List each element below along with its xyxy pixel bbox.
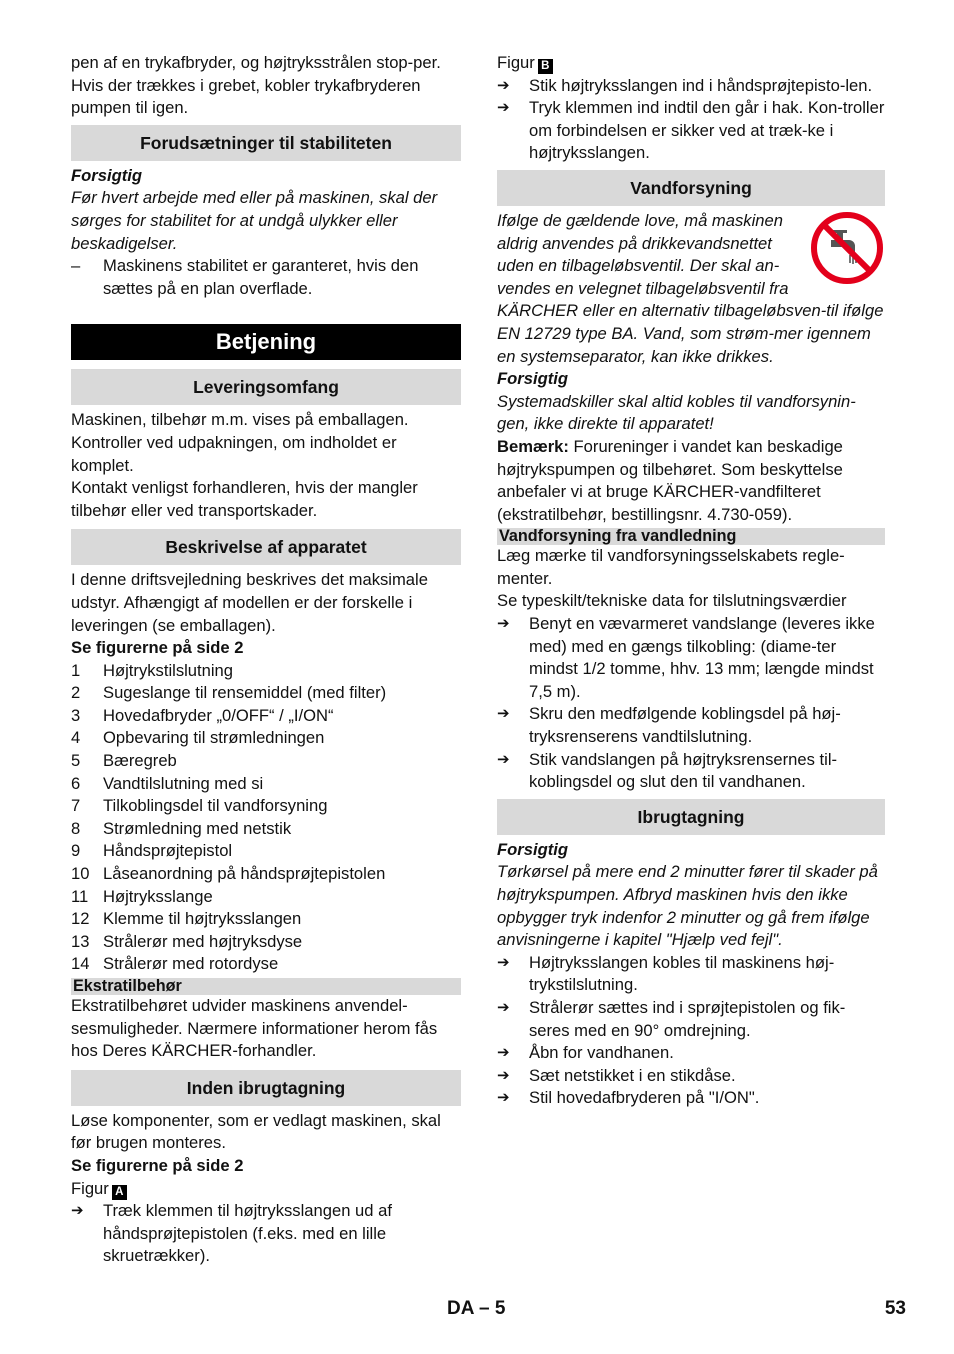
item-number: 9 (71, 841, 81, 861)
item-number: 7 (71, 796, 81, 816)
list-item (71, 727, 461, 750)
list-item (71, 705, 461, 728)
item-label: Sugeslange til rensemiddel (med filter) (103, 683, 387, 703)
see-figures-label: Se figurerne på side 2 (71, 1155, 244, 1175)
water-caution-text: Systemadskiller skal altid kobles til vandforsynin-gen, ikke direkte til apparatet! (497, 391, 856, 434)
arrow-icon: ➔ (497, 99, 510, 117)
list-item (71, 660, 461, 683)
list-item (71, 908, 461, 931)
water-note (497, 436, 885, 526)
scope-paragraph-1: Maskinen, tilbehør m.m. vises på emballagen. Kontroller ved udpakningen, om indholdet er komplet. (71, 410, 409, 475)
instruction-step (71, 1200, 461, 1268)
instruction-step-text: Stik vandslangen på højtryksrensernes til-koblingsdel og slut den til vandhanen. (529, 749, 838, 792)
water-caution-label: Forsigtig (497, 369, 568, 389)
list-item (71, 818, 461, 841)
item-label: Tilkoblingsdel til vandforsyning (103, 796, 328, 816)
item-label: Håndsprøjtepistol (103, 841, 233, 861)
list-item (71, 886, 461, 909)
arrow-icon: ➔ (497, 76, 510, 94)
instruction-step (497, 97, 885, 165)
dash-item-text: Maskinens stabilitet er garanteret, hvis den sættes på en plan overflade. (103, 256, 419, 298)
startup-heading: Ibrugtagning (497, 799, 885, 835)
page-number: 53 (884, 1298, 906, 1319)
startup-caution-label: Forsigtig (497, 839, 568, 859)
instruction-step-text: Træk klemmen til højtryksslangen ud af håndsprøjtepistolen (f.eks. med en lille skruetrækker). (103, 1201, 392, 1266)
item-label: Vandtilslutning med si (103, 773, 264, 793)
note-label: Bemærk: (497, 436, 569, 456)
figure-reference (497, 52, 885, 75)
see-figures-label: Se figurerne på side 2 (71, 638, 244, 658)
instruction-step-text: Strålerør sættes ind i sprøjtepistolen og fik-seres med en 90° omdrejning. (529, 997, 846, 1040)
instruction-step-text: Tryk klemmen ind indtil den går i hak. Kon-troller om forbindelsen er sikker ved at træk-ke i højtryksslangen. (529, 98, 885, 163)
before-use-paragraph: Løse komponenter, som er vedlagt maskinen, skal før brugen monteres. (71, 1110, 441, 1153)
list-item (71, 795, 461, 818)
figure-label: Figur (71, 1178, 109, 1198)
item-number: 11 (71, 886, 89, 906)
water-heading: Vandforsyning (497, 170, 885, 206)
item-number: 5 (71, 751, 81, 771)
startup-steps (497, 952, 885, 1110)
item-number: 8 (71, 818, 81, 838)
arrow-icon: ➔ (497, 1044, 510, 1062)
figure-reference (71, 1178, 461, 1201)
item-label: Klemme til højtryksslangen (103, 909, 302, 929)
scope-heading: Leveringsomfang (71, 369, 461, 405)
startup-caution-text: Tørkørsel på mere end 2 minutter fører til skader på højtrykspumpen. Afbryd maskinen hvis den ikke opbygger tryk indenfor 2 minutter og gå frem ifølge anvisningerne i kapitel "Hjælp ved fejl". (497, 862, 878, 950)
arrow-icon: ➔ (497, 615, 510, 633)
list-item (71, 863, 461, 886)
mains-paragraph-2: Se typeskilt/tekniske data for tilslutningsværdier (497, 591, 847, 611)
item-label: Hovedafbryder „0/OFF“ / „I/ON“ (103, 705, 334, 725)
item-number: 10 (71, 864, 90, 884)
right-column (497, 52, 885, 1110)
no-drinking-water-tap-icon (809, 210, 885, 286)
figure-label: Figur (497, 53, 535, 72)
stability-dash-item (71, 255, 461, 300)
accessories-text: Ekstratilbehøret udvider maskinens anvendel-sesmuligheder. Nærmere informationer herom fås hos Deres KÄRCHER-forhandler. (71, 996, 438, 1061)
mains-heading: Vandforsyning fra vandledning (497, 528, 885, 545)
instruction-step (497, 1042, 885, 1065)
item-label: Opbevaring til strømledningen (103, 728, 325, 748)
description-heading: Beskrivelse af apparatet (71, 529, 461, 565)
footer-section-label: DA – 5 (447, 1298, 506, 1319)
item-label: Højtryksslange (103, 886, 213, 906)
item-label: Strømledning med netstik (103, 818, 292, 838)
item-label: Strålerør med højtryksdyse (103, 931, 303, 951)
stability-caution-text: Før hvert arbejde med eller på maskinen, skal der sørges for stabilitet for at undgå ulykker eller beskadigelser. (71, 188, 438, 253)
instruction-step-text: Sæt netstikket i en stikdåse. (529, 1065, 736, 1085)
list-item (71, 682, 461, 705)
list-item (71, 953, 461, 976)
item-label: Højtrykstilslutning (103, 660, 234, 680)
list-item (71, 773, 461, 796)
arrow-icon: ➔ (497, 1066, 510, 1084)
item-label: Bæregreb (103, 751, 177, 771)
instruction-step-text: Stil hovedafbryderen på "I/ON". (529, 1088, 760, 1108)
instruction-step (497, 1087, 885, 1110)
arrow-icon: ➔ (497, 953, 510, 971)
item-number: 1 (71, 660, 81, 680)
item-number: 2 (71, 683, 81, 703)
water-warning-text: Ifølge de gældende love, må maskinen aldrig anvendes på drikkevandsnettet uden en tilbageløbsventil. Der skal an-vendes en velegnet tilbageløbsventil fra KÄRCHER eller en alternativ tilbageløbsven-til ifølge EN 12729 type BA. Vand, som strøm-mer igennem en systemseparator, kan ikke drikkes. (497, 210, 884, 366)
arrow-icon: ➔ (497, 998, 510, 1016)
instruction-step-text: Højtryksslangen kobles til maskinens høj-trykstilslutning. (529, 952, 835, 995)
instruction-step (497, 997, 885, 1042)
item-number: 3 (71, 705, 81, 725)
arrow-icon: ➔ (71, 1202, 84, 1220)
intro-paragraph: pen af en trykafbryder, og højtryksstrålen stop-per. Hvis der trækkes i grebet, kobler trykafbryderen pumpen til igen. (71, 53, 441, 118)
instruction-step (497, 75, 885, 98)
mains-steps (497, 613, 885, 794)
list-item (71, 750, 461, 773)
instruction-step (497, 749, 885, 794)
arrow-icon: ➔ (497, 705, 510, 723)
item-number: 13 (71, 931, 90, 951)
arrow-icon: ➔ (497, 1089, 510, 1107)
left-column (71, 52, 461, 1268)
arrow-icon: ➔ (497, 750, 510, 768)
dash-bullet: – (71, 256, 81, 276)
instruction-step (497, 613, 885, 703)
scope-paragraph-2: Kontakt venligst forhandleren, hvis der mangler tilbehør eller ved transportskader. (71, 478, 418, 520)
before-use-heading: Inden ibrugtagning (71, 1070, 461, 1106)
figure-b-steps (497, 75, 885, 165)
instruction-step-text: Benyt en vævarmeret vandslange (leveres ikke med) med en gængs tilkobling: (diame-ter mindst 1/2 tomme, hhv. 13 mm; længde mindst 7,5 m). (529, 614, 875, 701)
stability-heading: Forudsætninger til stabiliteten (71, 125, 461, 161)
mains-paragraph-1: Læg mærke til vandforsyningsselskabets regle-menter. (497, 546, 845, 588)
instruction-step-text: Stik højtryksslangen ind i håndsprøjtepisto-len. (529, 75, 873, 95)
instruction-step (497, 1065, 885, 1088)
item-label: Strålerør med rotordyse (103, 954, 279, 974)
instruction-step-text: Skru den medfølgende koblingsdel på høj-tryksrenserens vandtilslutning. (529, 704, 841, 747)
item-number: 6 (71, 773, 81, 793)
instruction-step-text: Åbn for vandhanen. (529, 1043, 674, 1063)
stability-caution-label: Forsigtig (71, 165, 142, 185)
list-item (71, 840, 461, 863)
description-paragraph: I denne driftsvejledning beskrives det maksimale udstyr. Afhængigt af modellen er der forskelle i leveringen (se emballagen). (71, 570, 428, 635)
accessories-heading: Ekstratilbehør (71, 978, 461, 995)
parts-list (71, 660, 461, 976)
item-label: Låseanordning på håndsprøjtepistolen (103, 864, 386, 884)
water-warning-block (497, 210, 885, 368)
figure-letter-box: A (112, 1185, 127, 1200)
instruction-step (497, 703, 885, 748)
figure-letter-box: B (538, 59, 553, 74)
instruction-step (497, 952, 885, 997)
item-number: 12 (71, 909, 90, 929)
list-item (71, 931, 461, 954)
betjening-title: Betjening (71, 324, 461, 360)
note-text: Forureninger i vandet kan beskadige højtrykspumpen og tilbehøret. Som beskyttelse anbefaler vi at bruge KÄRCHER-vandfilteret (ekstratilbehør, bestillingsnr. 4.730-059). (497, 436, 843, 524)
item-number: 14 (71, 954, 90, 974)
item-number: 4 (71, 728, 81, 748)
